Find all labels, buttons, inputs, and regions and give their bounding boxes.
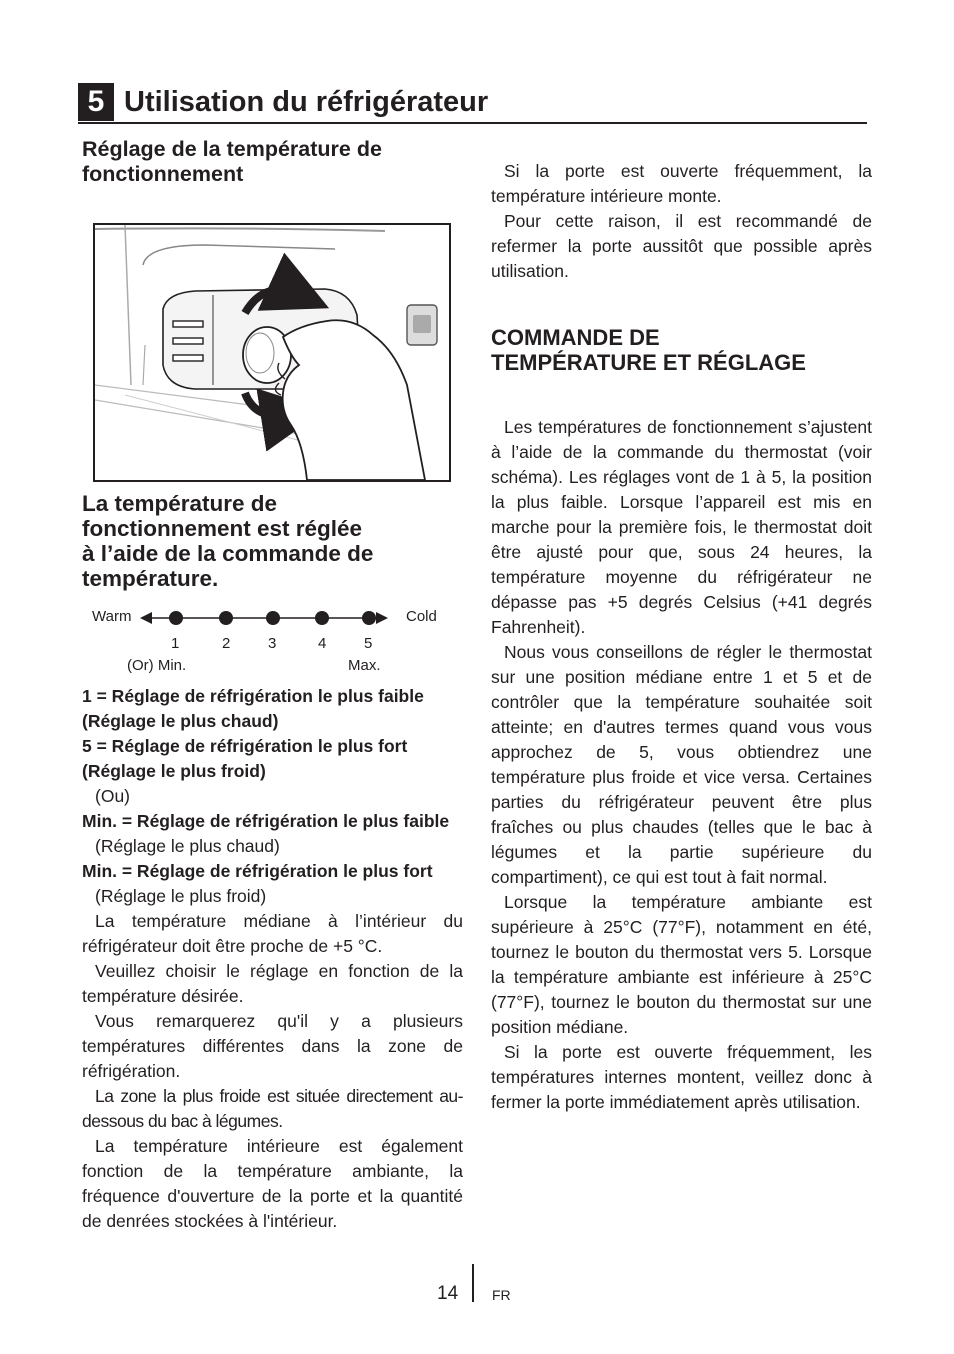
body-paragraph: Vous remarquerez qu'il y a plusieurs températures différentes dans la zone de réfrigération. — [82, 1011, 463, 1081]
scale-warm-label: Warm — [92, 608, 132, 625]
scale-number: 1 — [171, 635, 180, 652]
big-heading-line: fonctionnement est réglée — [82, 516, 363, 541]
scale-number: 5 — [364, 635, 373, 652]
big-heading-line: à l’aide de la commande de — [82, 541, 374, 566]
setting-line: (Ou) — [95, 786, 130, 806]
scale-dot — [169, 611, 183, 625]
body-paragraph: Pour cette raison, il est recommandé de refermer la porte aussitôt que possible après utilisation. — [491, 211, 872, 281]
left-body — [82, 684, 463, 1234]
body-paragraph: La zone la plus froide est située directement au-dessous du bac à légumes. — [82, 1086, 463, 1131]
scale-dot — [266, 611, 280, 625]
scale-arrow-left — [140, 612, 152, 624]
setting-line: 1 = Réglage de réfrigération le plus faible (Réglage le plus chaud) — [82, 686, 424, 731]
section-rule — [78, 122, 867, 124]
right-heading-line: COMMANDE DE — [491, 325, 660, 350]
setting-line: Min. = Réglage de réfrigération le plus fort — [82, 861, 433, 881]
body-paragraph: La température médiane à l’intérieur du réfrigérateur doit être proche de +5 °C. — [82, 911, 463, 956]
body-paragraph: Si la porte est ouverte fréquemment, la température intérieure monte. — [491, 161, 872, 206]
big-heading-line: La température de — [82, 491, 278, 516]
setting-line: (Réglage le plus froid) — [95, 886, 267, 906]
scale-dot — [315, 611, 329, 625]
scale-dot — [362, 611, 376, 625]
scale-number: 2 — [222, 635, 231, 652]
body-paragraph: Les températures de fonctionnement s’ajustent à l’aide de la commande du thermostat (voir schéma). Les réglages vont de 1 à 5, la position la plus faible. Lorsque l’appareil est mis en marche pour la première fois, le thermostat doit être ajusté pour que, sous 24 heures, la température moyenne du réfrigérateur ne dépasse pas +5 degrés Celsius (+41 degrés Fahrenheit). — [491, 417, 872, 637]
scale-arrow-right — [376, 612, 388, 624]
body-paragraph: Nous vous conseillons de régler le thermostat sur une position médiane entre 1 et 5 et de contrôler que la température souhaitée soit atteinte; en d'autres termes quand vous vous approchez de 5, vous obtiendrez une température plus froide et vice versa. Certaines parties du réfrigérateur peuvent être plus fraîches ou plus chaudes (telles que le bac à légumes et la partie supérieure du compartiment), ce qui est tout à fait normal. — [491, 642, 872, 887]
scale-number: 4 — [318, 635, 327, 652]
right-heading-line: TEMPÉRATURE ET RÉGLAGE — [491, 350, 806, 375]
body-paragraph: Lorsque la température ambiante est supérieure à 25°C (77°F), notamment en été, tournez le bouton du thermostat vers 5. Lorsque la température ambiante est inférieure à 25°C (77°F), tournez le bouton du thermostat sur une position médiane. — [491, 892, 872, 1037]
body-paragraph: La température intérieure est également fonction de la température ambiante, la fréquence d'ouverture de la porte et la quantité de denrées stockées à l'intérieur. — [82, 1136, 463, 1231]
left-heading-line: fonctionnement — [82, 162, 244, 186]
scale-max-label: Max. — [348, 657, 381, 674]
scale-line — [80, 604, 460, 634]
temperature-scale — [80, 604, 460, 680]
big-heading — [82, 491, 462, 591]
body-paragraph: Veuillez choisir le réglage en fonction de la température désirée. — [82, 961, 463, 1006]
body-paragraph: Si la porte est ouverte fréquemment, les températures internes montent, veillez donc à fermer la porte immédiatement après utilisation. — [491, 1042, 872, 1112]
setting-line: (Réglage le plus chaud) — [95, 836, 280, 856]
setting-line: 5 = Réglage de réfrigération le plus fort (Réglage le plus froid) — [82, 736, 408, 781]
scale-dot — [219, 611, 233, 625]
left-heading-line: Réglage de la température de — [82, 137, 382, 161]
right-body — [491, 415, 872, 1115]
right-intro — [491, 159, 872, 284]
setting-line: Min. = Réglage de réfrigération le plus faible — [82, 811, 450, 831]
scale-min-label: (Or) Min. — [127, 657, 187, 674]
scale-cold-label: Cold — [406, 608, 437, 625]
scale-number: 3 — [268, 635, 277, 652]
left-heading — [82, 137, 462, 187]
thermostat-illustration — [93, 223, 451, 482]
big-heading-line: température. — [82, 566, 219, 591]
right-heading — [491, 325, 872, 375]
page-number: 14 — [437, 1283, 459, 1304]
section-number: 5 — [78, 83, 114, 121]
section-title: Utilisation du réfrigérateur — [124, 86, 489, 118]
language-code: FR — [492, 1287, 511, 1303]
footer-divider — [472, 1264, 474, 1302]
thermostat-drawing — [95, 225, 449, 480]
